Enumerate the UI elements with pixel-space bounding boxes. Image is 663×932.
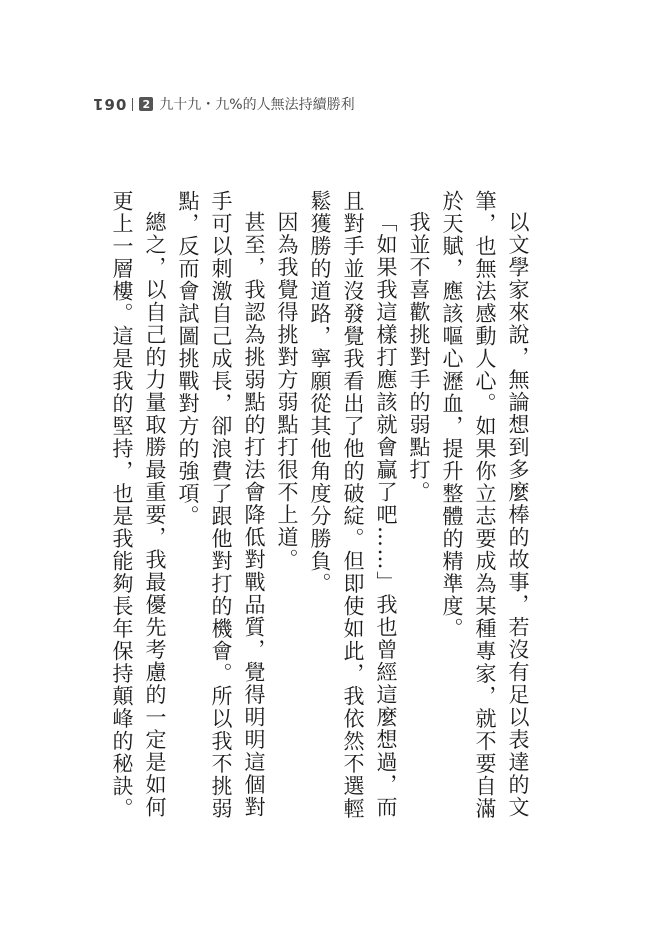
- page-number: 061: [92, 95, 127, 113]
- paragraph-4: 因為我覺得挑對方弱點打很不上道。: [275, 211, 299, 571]
- vertical-body-text: [105, 190, 534, 830]
- paragraph-1: 以文學家來說，無論想到多麼棒的故事，若沒有足以表達的文筆，也無法感動人心。如果你立志要成為某種專家，就不要自滿於天賦，應該嘔心瀝血，提升整體的精準度。: [440, 190, 530, 820]
- paragraph-2: 我並不喜歡挑對手的弱點打。: [407, 211, 431, 504]
- chapter-number-badge: 2: [139, 97, 153, 111]
- paragraph-3: 「如果我這樣打應該就會贏了吧……」我也曾經這麼想過，而且對手並沒發覺我看出了他的破綻。但即使如此，我依然不選輕鬆獲勝的道路，寧願從其他角度分勝負。: [308, 190, 398, 820]
- header-divider: [132, 98, 133, 111]
- paragraph-5: 甚至，我認為挑弱點的打法會降低對戰品質，覺得明明這個對手可以刺激自己成長，卻浪費了跟他對打的機會。所以我不挑弱點，反而會試圖挑戰對方的強項。: [176, 190, 266, 820]
- paragraph-6: 總之，以自己的力量取勝最重要，我最優先考慮的一定是如何更上一層樓。這是我的堅持，也是我能夠長年保持顛峰的秘訣。: [110, 190, 167, 820]
- chapter-title: 九十九・九%的人無法持續勝利: [159, 97, 355, 113]
- running-header: [92, 94, 355, 114]
